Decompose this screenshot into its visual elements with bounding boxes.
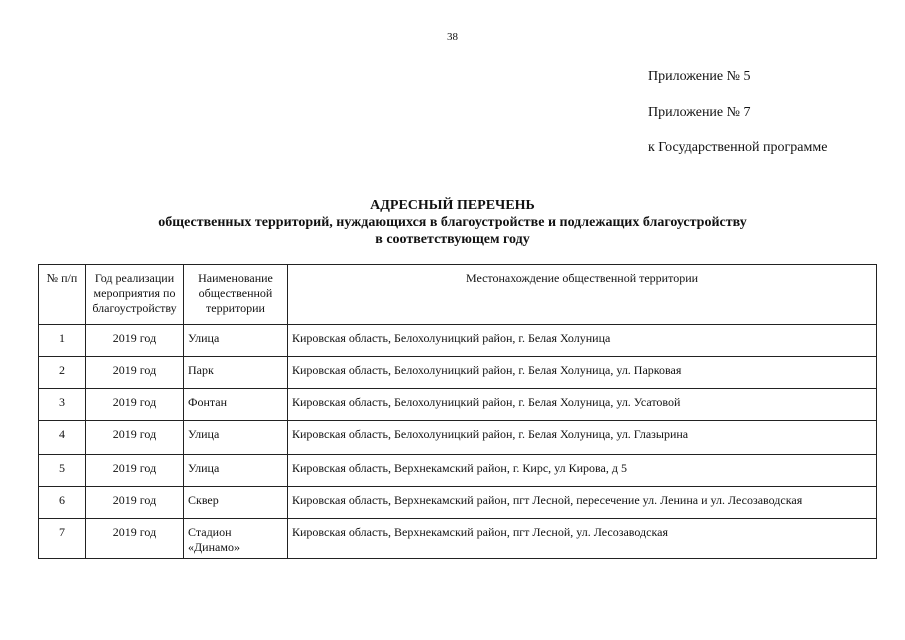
cell-num: 6 — [39, 487, 86, 519]
cell-year: 2019 год — [86, 455, 184, 487]
cell-location: Кировская область, Белохолуницкий район, г. Белая Холуница, ул. Парковая — [288, 357, 877, 389]
page-number: 38 — [447, 31, 458, 43]
cell-name: Улица — [184, 325, 288, 357]
cell-num: 4 — [39, 421, 86, 455]
table-row — [39, 455, 877, 487]
cell-name: Стадион «Динамо» — [184, 519, 288, 559]
cell-num: 2 — [39, 357, 86, 389]
cell-year: 2019 год — [86, 421, 184, 455]
cell-location: Кировская область, Верхнекамский район, пгт Лесной, пересечение ул. Ленина и ул. Лесозаводская — [288, 487, 877, 519]
document-title — [0, 197, 905, 248]
table-header-row — [39, 265, 877, 325]
header-num: № п/п — [39, 265, 86, 325]
cell-year: 2019 год — [86, 389, 184, 421]
cell-name: Парк — [184, 357, 288, 389]
cell-name: Улица — [184, 455, 288, 487]
cell-location: Кировская область, Верхнекамский район, пгт Лесной, ул. Лесозаводская — [288, 519, 877, 559]
title-line-1: АДРЕСНЫЙ ПЕРЕЧЕНЬ — [370, 198, 535, 213]
cell-num: 7 — [39, 519, 86, 559]
table-row — [39, 421, 877, 455]
territories-table — [38, 264, 877, 559]
appendix-line-1: Приложение № 5 — [648, 69, 751, 84]
title-line-3: в соответствующем году — [375, 232, 530, 247]
header-year: Год реализации мероприятия по благоустройству — [86, 265, 184, 325]
table-row — [39, 519, 877, 559]
appendix-line-3: к Государственной программе — [648, 140, 828, 155]
table-row — [39, 389, 877, 421]
cell-year: 2019 год — [86, 325, 184, 357]
cell-num: 1 — [39, 325, 86, 357]
cell-location: Кировская область, Белохолуницкий район, г. Белая Холуница, ул. Глазырина — [288, 421, 877, 455]
cell-location: Кировская область, Белохолуницкий район, г. Белая Холуница, ул. Усатовой — [288, 389, 877, 421]
appendix-line-2: Приложение № 7 — [648, 105, 751, 120]
table-row — [39, 357, 877, 389]
header-name: Наименование общественной территории — [184, 265, 288, 325]
cell-name: Улица — [184, 421, 288, 455]
cell-location: Кировская область, Белохолуницкий район, г. Белая Холуница — [288, 325, 877, 357]
cell-name: Фонтан — [184, 389, 288, 421]
title-line-2: общественных территорий, нуждающихся в благоустройстве и подлежащих благоустройству — [158, 215, 747, 230]
table-row — [39, 487, 877, 519]
cell-year: 2019 год — [86, 357, 184, 389]
table-row — [39, 325, 877, 357]
cell-num: 3 — [39, 389, 86, 421]
cell-year: 2019 год — [86, 519, 184, 559]
cell-name: Сквер — [184, 487, 288, 519]
cell-year: 2019 год — [86, 487, 184, 519]
header-location: Местонахождение общественной территории — [288, 265, 877, 325]
cell-num: 5 — [39, 455, 86, 487]
cell-location: Кировская область, Верхнекамский район, г. Кирс, ул Кирова, д 5 — [288, 455, 877, 487]
